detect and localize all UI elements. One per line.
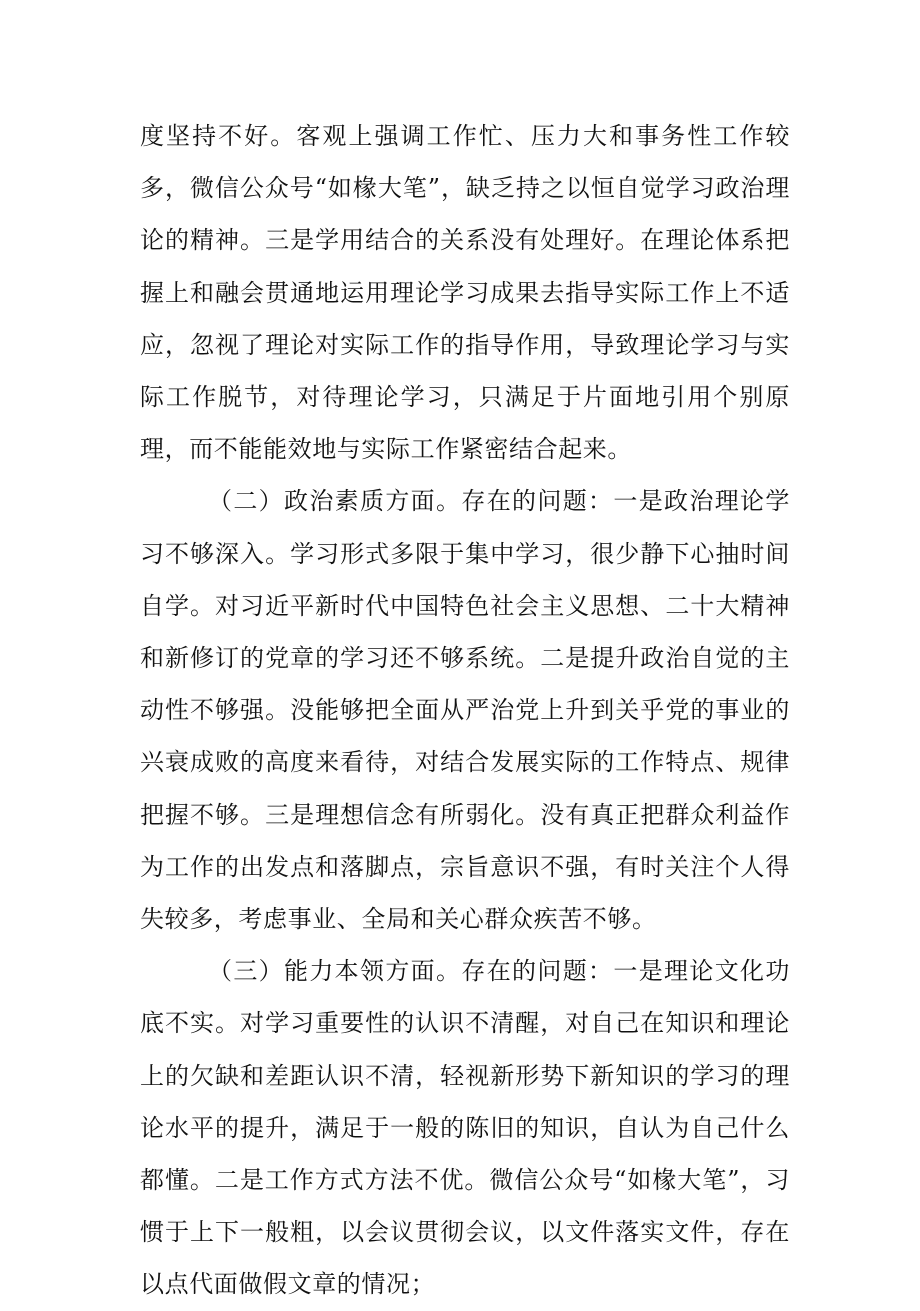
document-body [140,110,790,1311]
section-paragraph-political-quality: （二）政治素质方面。存在的问题：一是政治理论学习不够深入。学习形式多限于集中学习，很少静下心抽时间自学。对习近平新时代中国特色社会主义思想、二十大精神和新修订的党章的学习还不够系统。二是提升政治自觉的主动性不够强。没能够把全面从严治党上升到关乎党的事业的兴衰成败的高度来看待，对结合发展实际的工作特点、规律把握不够。三是理想信念有所弱化。没有真正把群众利益作为工作的出发点和落脚点，宗旨意识不强，有时关注个人得失较多，考虑事业、全局和关心群众疾苦不够。 [140,487,790,934]
body-paragraph-1: 度坚持不好。客观上强调工作忙、压力大和事务性工作较多，微信公众号“如椽大笔”，缺乏持之以恒自觉学习政治理论的精神。三是学用结合的关系没有处理好。在理论体系把握上和融会贯通地运用理论学习成果去指导实际工作上不适应，忽视了理论对实际工作的指导作用，导致理论学习与实际工作脱节，对待理论学习，只满足于片面地引用个别原理，而不能能效地与实际工作紧密结合起来。 [140,122,790,464]
section-paragraph-ability: （三）能力本领方面。存在的问题：一是理论文化功底不实。对学习重要性的认识不清醒，对自己在知识和理论上的欠缺和差距认识不清，轻视新形势下新知识的学习的理论水平的提升，满足于一般的陈旧的知识，自认为自己什么都懂。二是工作方式方法不优。微信公众号“如椽大笔”，习惯于上下一般粗，以会议贯彻会议，以文件落实文件，存在以点代面做假文章的情况； [140,957,790,1299]
